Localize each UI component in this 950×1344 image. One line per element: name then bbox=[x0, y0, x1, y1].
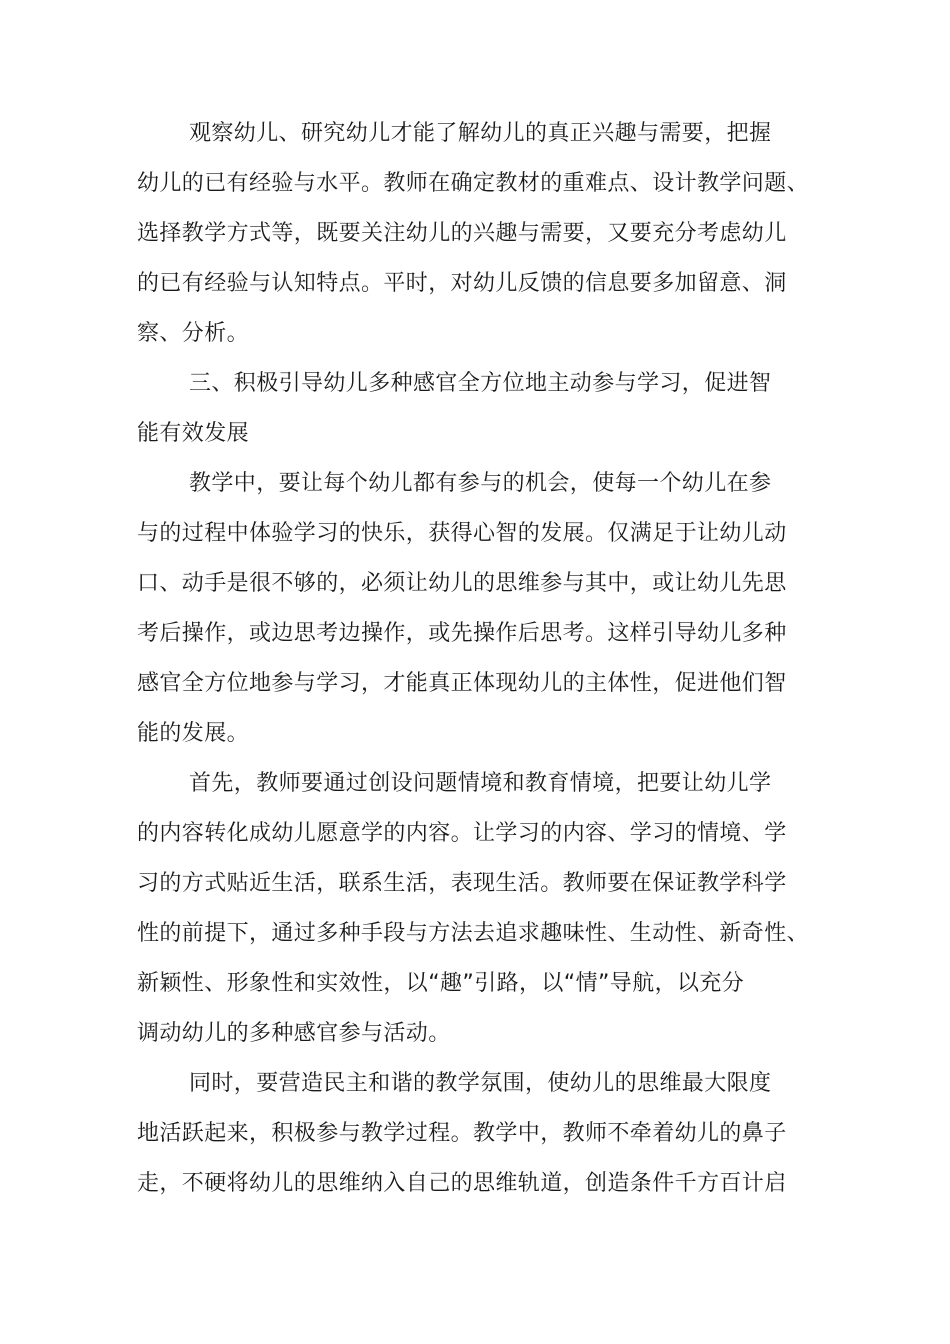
text-line: 口、动手是很不够的，必须让幼儿的思维参与其中，或让幼儿先思 bbox=[137, 571, 787, 596]
text-line: 性的前提下，通过多种手段与方法去追求趣味性、生动性、新奇性、 bbox=[137, 921, 810, 946]
text-line: 考后操作，或边思考边操作，或先操作后思考。这样引导幼儿多种 bbox=[137, 621, 787, 646]
text-line: 幼儿的已有经验与水平。教师在确定教材的重难点、设计教学问题、 bbox=[137, 171, 810, 196]
text-line: 调动幼儿的多种感官参与活动。 bbox=[137, 1021, 451, 1046]
text-line: 首先，教师要通过创设问题情境和教育情境，把要让幼儿学 bbox=[189, 771, 772, 796]
text-line: 同时，要营造民主和谐的教学氛围，使幼儿的思维最大限度 bbox=[189, 1071, 772, 1096]
text-line: 的内容转化成幼儿愿意学的内容。让学习的内容、学习的情境、学 bbox=[137, 821, 787, 846]
text-line: 察、分析。 bbox=[137, 321, 250, 346]
text-line: 地活跃起来，积极参与教学过程。教学中，教师不牵着幼儿的鼻子 bbox=[137, 1121, 787, 1146]
text-line: 的已有经验与认知特点。平时，对幼儿反馈的信息要多加留意、洞 bbox=[137, 271, 787, 296]
text-line: 习的方式贴近生活，联系生活，表现生活。教师要在保证教学科学 bbox=[137, 871, 787, 896]
text-line: 感官全方位地参与学习，才能真正体现幼儿的主体性，促进他们智 bbox=[137, 671, 787, 696]
section-heading: 三、积极引导幼儿多种感官全方位地主动参与学习，促进智 bbox=[189, 371, 772, 396]
section-heading: 能有效发展 bbox=[137, 421, 250, 446]
text-line: 新颖性、形象性和实效性，以“趣”引路，以“情”导航，以充分 bbox=[137, 971, 745, 996]
text-line: 能的发展。 bbox=[137, 721, 250, 746]
text-line: 选择教学方式等，既要关注幼儿的兴趣与需要，又要充分考虑幼儿 bbox=[137, 221, 787, 246]
text-line: 观察幼儿、研究幼儿才能了解幼儿的真正兴趣与需要，把握 bbox=[189, 121, 772, 146]
text-line: 教学中，要让每个幼儿都有参与的机会，使每一个幼儿在参 bbox=[189, 471, 772, 496]
text-line: 走，不硬将幼儿的思维纳入自己的思维轨道，创造条件千方百计启 bbox=[137, 1171, 787, 1196]
text-line: 与的过程中体验学习的快乐，获得心智的发展。仅满足于让幼儿动 bbox=[137, 521, 787, 546]
